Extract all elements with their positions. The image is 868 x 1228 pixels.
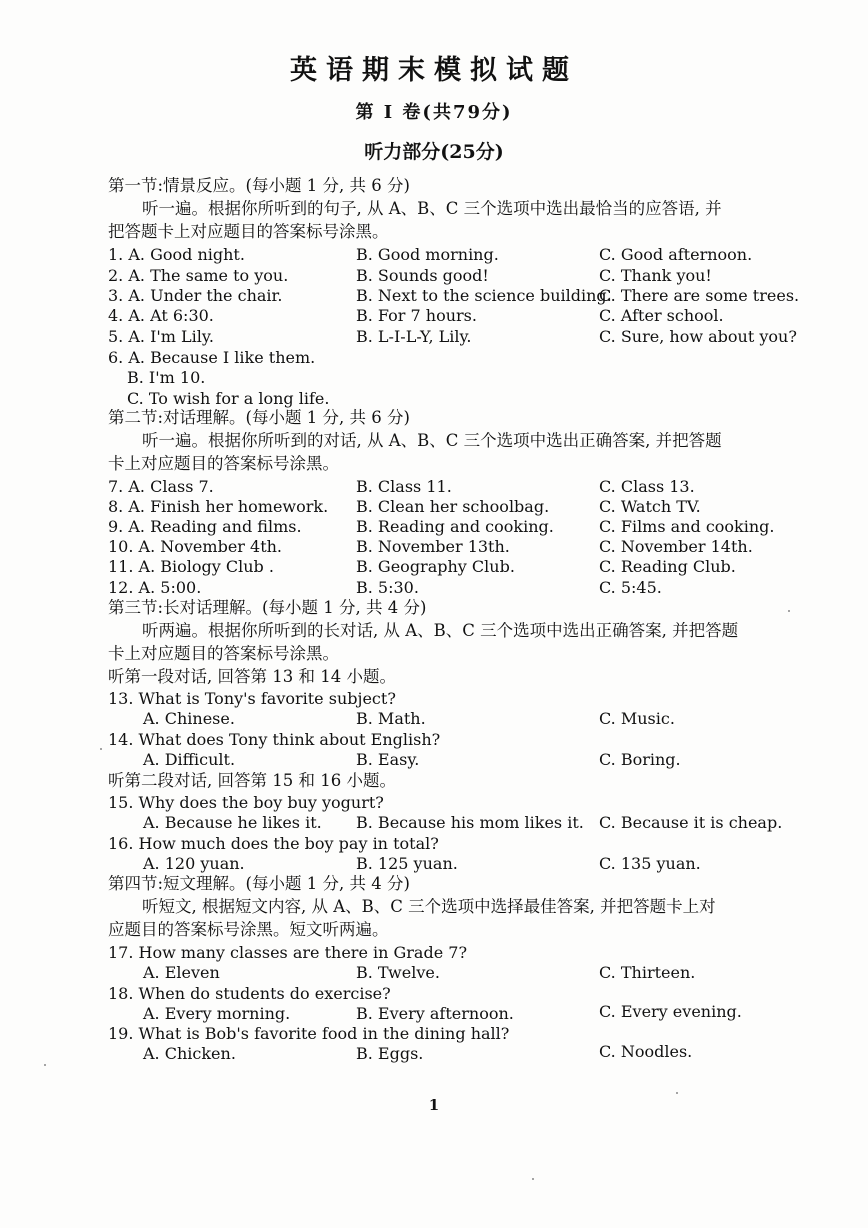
option-b: B. Class 11.	[356, 477, 452, 496]
question-text: 17. How many classes are there in Grade 7?	[108, 943, 468, 962]
scan-speck	[100, 748, 102, 750]
option-c: C. Watch TV.	[599, 497, 701, 516]
option-a: 2. A. The same to you.	[108, 266, 289, 285]
option-a: 3. A. Under the chair.	[108, 286, 283, 305]
section4-instruction: 应题目的答案标号涂黑。短文听两遍。	[108, 920, 389, 939]
option-c: C. Noodles.	[599, 1042, 693, 1061]
option-a: A. Because he likes it.	[143, 813, 322, 832]
dialogue-instruction: 听第二段对话, 回答第 15 和 16 小题。	[108, 771, 396, 790]
option-a: 6. A. Because I like them.	[108, 348, 316, 367]
option-b: B. Eggs.	[356, 1044, 424, 1063]
option-a: 11. A. Biology Club .	[108, 557, 274, 576]
option-b: B. 5:30.	[356, 578, 419, 597]
part-heading: 第 I 卷(共79分)	[355, 102, 513, 123]
option-c: C. After school.	[599, 306, 724, 325]
option-a: 8. A. Finish her homework.	[108, 497, 329, 516]
option-b: B. Next to the science building.	[356, 286, 612, 305]
exam-title: 英语期末模拟试题	[290, 55, 578, 86]
option-c: C. Reading Club.	[599, 557, 736, 576]
option-c: C. 5:45.	[599, 578, 662, 597]
section2-heading: 第二节:对话理解。(每小题 1 分, 共 6 分)	[108, 408, 410, 427]
option-b: B. Geography Club.	[356, 557, 515, 576]
option-c: C. Every evening.	[599, 1002, 742, 1021]
option-c: C. Good afternoon.	[599, 245, 753, 264]
scan-speck	[532, 1178, 534, 1180]
option-c: C. Thank you!	[599, 266, 712, 285]
section3-instruction: 听两遍。根据你所听到的长对话, 从 A、B、C 三个选项中选出正确答案, 并把答题	[142, 621, 739, 640]
option-c: C. Films and cooking.	[599, 517, 775, 536]
question-text: 18. When do students do exercise?	[108, 984, 391, 1003]
option-a: A. Every morning.	[143, 1004, 291, 1023]
option-c: C. November 14th.	[599, 537, 753, 556]
page-number: 1	[428, 1096, 440, 1114]
option-b: B. Reading and cooking.	[356, 517, 554, 536]
option-a: 5. A. I'm Lily.	[108, 327, 214, 346]
question-text: 16. How much does the boy pay in total?	[108, 834, 439, 853]
section1-instruction: 把答题卡上对应题目的答案标号涂黑。	[108, 222, 389, 241]
section2-instruction: 听一遍。根据你所听到的对话, 从 A、B、C 三个选项中选出正确答案, 并把答题	[142, 431, 722, 450]
question-text: 15. Why does the boy buy yogurt?	[108, 793, 384, 812]
option-b: B. Good morning.	[356, 245, 499, 264]
scan-speck	[676, 1092, 678, 1094]
option-a: 7. A. Class 7.	[108, 477, 214, 496]
option-a: 9. A. Reading and films.	[108, 517, 302, 536]
option-a: A. 120 yuan.	[143, 854, 245, 873]
option-b: B. 125 yuan.	[356, 854, 458, 873]
question-text: 13. What is Tony's favorite subject?	[108, 689, 396, 708]
option-c: C. Class 13.	[599, 477, 695, 496]
option-b: B. Twelve.	[356, 963, 440, 982]
dialogue-instruction: 听第一段对话, 回答第 13 和 14 小题。	[108, 667, 396, 686]
option-b: B. November 13th.	[356, 537, 510, 556]
section3-heading: 第三节:长对话理解。(每小题 1 分, 共 4 分)	[108, 598, 427, 617]
option-c: C. Because it is cheap.	[599, 813, 783, 832]
option-b: B. Easy.	[356, 750, 420, 769]
option-c: C. Music.	[599, 709, 675, 728]
option-b: B. I'm 10.	[127, 368, 206, 387]
section2-instruction: 卡上对应题目的答案标号涂黑。	[108, 454, 339, 473]
option-a: A. Eleven	[143, 963, 220, 982]
scan-speck	[44, 1064, 46, 1066]
option-a: 12. A. 5:00.	[108, 578, 202, 597]
option-a: A. Difficult.	[143, 750, 236, 769]
section1-heading: 第一节:情景反应。(每小题 1 分, 共 6 分)	[108, 176, 410, 195]
scan-speck	[788, 610, 790, 612]
option-b: B. Because his mom likes it.	[356, 813, 584, 832]
option-a: A. Chicken.	[143, 1044, 236, 1063]
section1-instruction: 听一遍。根据你所听到的句子, 从 A、B、C 三个选项中选出最恰当的应答语, 并	[142, 199, 722, 218]
option-c: C. Sure, how about you?	[599, 327, 797, 346]
listening-heading: 听力部分(25分)	[364, 141, 504, 163]
option-c: C. Thirteen.	[599, 963, 696, 982]
option-c: C. To wish for a long life.	[127, 389, 330, 408]
option-b: B. L-I-L-Y, Lily.	[356, 327, 472, 346]
section4-heading: 第四节:短文理解。(每小题 1 分, 共 4 分)	[108, 874, 410, 893]
option-a: 4. A. At 6:30.	[108, 306, 214, 325]
option-b: B. Every afternoon.	[356, 1004, 514, 1023]
option-a: 10. A. November 4th.	[108, 537, 283, 556]
option-b: B. Sounds good!	[356, 266, 489, 285]
option-c: C. 135 yuan.	[599, 854, 701, 873]
section3-instruction: 卡上对应题目的答案标号涂黑。	[108, 644, 339, 663]
option-a: 1. A. Good night.	[108, 245, 245, 264]
section4-instruction: 听短文, 根据短文内容, 从 A、B、C 三个选项中选择最佳答案, 并把答题卡上对	[142, 897, 716, 916]
option-a: A. Chinese.	[143, 709, 235, 728]
option-c: C. Boring.	[599, 750, 681, 769]
question-text: 14. What does Tony think about English?	[108, 730, 441, 749]
option-b: B. For 7 hours.	[356, 306, 477, 325]
option-c: C. There are some trees.	[599, 286, 800, 305]
option-b: B. Clean her schoolbag.	[356, 497, 550, 516]
option-b: B. Math.	[356, 709, 426, 728]
question-text: 19. What is Bob's favorite food in the dining hall?	[108, 1024, 510, 1043]
